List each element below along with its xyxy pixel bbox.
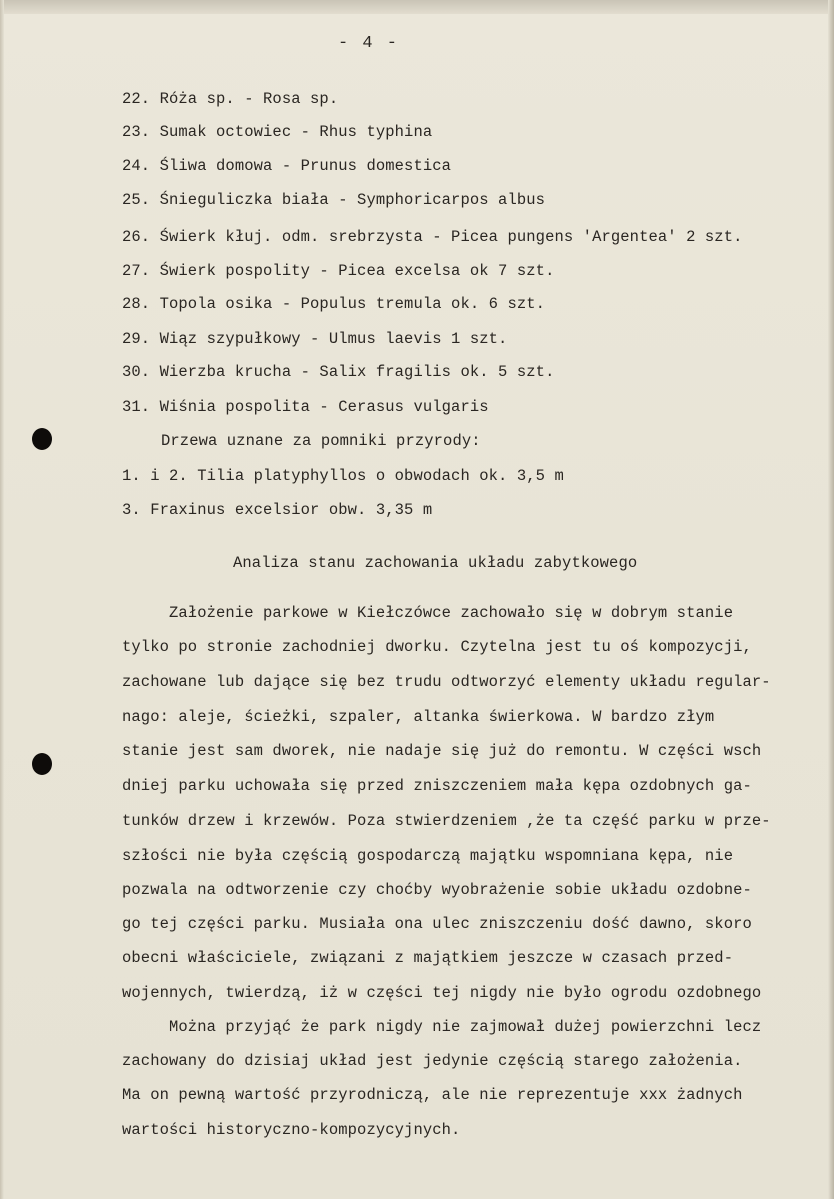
- scan-right-edge: [828, 0, 834, 1199]
- paragraph-line: Założenie parkowe w Kiełczówce zachowało się w dobrym stanie: [169, 604, 734, 622]
- paragraph-line: tylko po stronie zachodniej dworku. Czytelna jest tu oś kompozycji,: [122, 638, 752, 656]
- paragraph-line: nago: aleje, ścieżki, szpaler, altanka świerkowa. W bardzo złym: [122, 708, 715, 726]
- paragraph-line: dniej parku uchowała się przed zniszczeniem mała kępa ozdobnych ga-: [122, 777, 752, 795]
- species-item: 26. Świerk kłuj. odm. srebrzysta - Picea pungens 'Argentea' 2 szt.: [122, 228, 743, 246]
- paragraph-line: tunków drzew i krzewów. Poza stwierdzeniem ,że ta część parku w prze-: [122, 812, 771, 830]
- paragraph-line: pozwala na odtworzenie czy choćby wyobrażenie sobie układu ozdobne-: [122, 881, 752, 899]
- punch-hole-upper: [32, 428, 52, 450]
- species-item: 24. Śliwa domowa - Prunus domestica: [122, 157, 452, 175]
- section-heading: Analiza stanu zachowania układu zabytkowego: [233, 554, 638, 572]
- species-item: 23. Sumak octowiec - Rhus typhina: [122, 123, 433, 141]
- paragraph-line: obecni właściciele, związani z majątkiem jeszcze w czasach przed-: [122, 949, 734, 967]
- species-item: 31. Wiśnia pospolita - Cerasus vulgaris: [122, 398, 489, 416]
- paragraph-line: szłości nie była częścią gospodarczą majątku wspomniana kępa, nie: [122, 847, 734, 865]
- page-number: - 4 -: [338, 34, 400, 53]
- paragraph-line: wartości historyczno-kompozycyjnych.: [122, 1121, 461, 1139]
- punch-hole-lower: [32, 753, 52, 775]
- species-item: 29. Wiąz szypułkowy - Ulmus laevis 1 szt.: [122, 330, 508, 348]
- paragraph-line: zachowane lub dające się bez trudu odtworzyć elementy układu regular-: [122, 673, 771, 691]
- species-item: 28. Topola osika - Populus tremula ok. 6 szt.: [122, 295, 546, 313]
- paragraph-line: stanie jest sam dworek, nie nadaje się już do remontu. W części wsch: [122, 742, 762, 760]
- paragraph-line: zachowany do dzisiaj układ jest jedynie częścią starego założenia.: [122, 1052, 743, 1070]
- scan-left-edge: [0, 0, 4, 1199]
- paragraph-line: Ma on pewną wartość przyrodniczą, ale nie reprezentuje xxx żadnych: [122, 1086, 743, 1104]
- species-item: 27. Świerk pospolity - Picea excelsa ok 7 szt.: [122, 262, 555, 280]
- monument-entry: 1. i 2. Tilia platyphyllos o obwodach ok. 3,5 m: [122, 467, 564, 485]
- paragraph-line: wojennych, twierdzą, iż w części tej nigdy nie było ogrodu ozdobnego: [122, 984, 762, 1002]
- paragraph-line: go tej części parku. Musiała ona ulec zniszczeniu dość dawno, skoro: [122, 915, 752, 933]
- scan-top-edge: [0, 0, 834, 14]
- monuments-title: Drzewa uznane za pomniki przyrody:: [161, 432, 481, 450]
- species-item: 22. Róża sp. - Rosa sp.: [122, 90, 339, 108]
- monument-entry: 3. Fraxinus excelsior obw. 3,35 m: [122, 501, 433, 519]
- species-item: 25. Śnieguliczka biała - Symphoricarpos albus: [122, 191, 546, 209]
- species-item: 30. Wierzba krucha - Salix fragilis ok. 5 szt.: [122, 363, 555, 381]
- paragraph-line: Można przyjąć że park nigdy nie zajmował dużej powierzchni lecz: [169, 1018, 762, 1036]
